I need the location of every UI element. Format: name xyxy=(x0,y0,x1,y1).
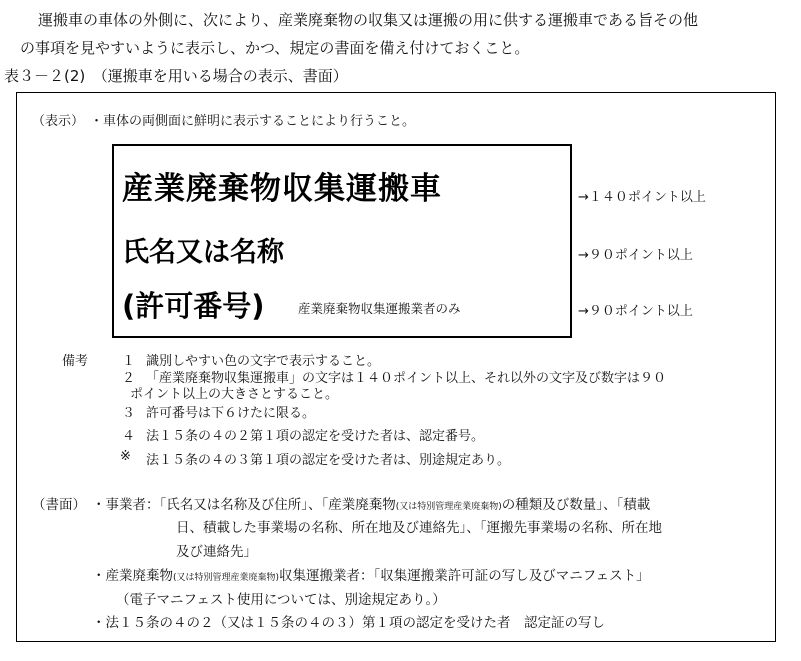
table-caption: 表３－２(2) （運搬車を用いる場合の表示、書面） xyxy=(4,67,348,85)
size-note-3: →９０ポイント以上 xyxy=(578,304,693,319)
remark-text-continued: ポイント以上の大きさとすること。 xyxy=(130,387,339,402)
display-label: （表示） xyxy=(32,114,85,129)
documents-bullet-2-small: (又は特別管理産業廃棄物) xyxy=(173,573,280,583)
remark-text: 法１５条の４の３第１項の認定を受けた者は、別途規定あり。 xyxy=(146,453,511,468)
remark-num: ３ xyxy=(122,406,136,421)
documents-bullet-1-line-2: 日、積載した事業場の名称、所在地及び連絡先」、「運搬先事業場の名称、所在地 xyxy=(176,520,662,536)
documents-bullet-1-suffix: の種類及び数量」、「積載 xyxy=(501,497,651,513)
remark-text: 許可番号は下６けたに限る。 xyxy=(146,406,316,421)
remark-text: 法１５条の４の２第１項の認定を受けた者は、認定番号。 xyxy=(146,429,485,444)
documents-bullet-2 xyxy=(92,564,650,584)
documents-bullet-2-suffix: 収集運搬業者：「収集運搬業許可証の写し及びマニフェスト」 xyxy=(279,568,650,584)
remark-num: ※ xyxy=(120,449,131,464)
remark-text: 識別しやすい色の文字で表示すること。 xyxy=(146,354,381,369)
size-note-1: →１４０ポイント以上 xyxy=(578,190,706,205)
remark-num: ４ xyxy=(122,429,136,444)
remark-num: ２ xyxy=(122,371,136,386)
documents-bullet-1-line-3: 及び連絡先」 xyxy=(176,544,257,560)
display-instruction: ・車体の両側面に鮮明に表示することにより行うこと。 xyxy=(90,114,416,129)
intro-line-1: 運搬車の車体の外側に、次により、産業廃棄物の収集又は運搬の用に供する運搬車である旨その他 xyxy=(38,11,699,29)
remark-text: 「産業廃棄物収集運搬車」の文字は１４０ポイント以上、それ以外の文字及び数字は９０ xyxy=(146,371,667,386)
sign-name: 氏名又は名称 xyxy=(122,237,284,268)
documents-label: （書面） xyxy=(32,497,86,513)
documents-bullet-3: ・法１５条の４の２（又は１５条の４の３）第１項の認定を受けた者 認定証の写し xyxy=(92,615,605,631)
remark-num: １ xyxy=(122,354,136,369)
sign-license-number: (許可番号) xyxy=(122,289,265,323)
documents-bullet-2-line-2: （電子マニフェスト使用については、別途規定あり。） xyxy=(116,592,446,608)
remarks-label: 備考 xyxy=(62,354,89,369)
sign-license-note: 産業廃棄物収集運搬業者のみ xyxy=(298,301,461,316)
documents-bullet-2-prefix: ・産業廃棄物 xyxy=(92,568,173,584)
documents-bullet-1 xyxy=(92,493,650,513)
sign-title: 産業廃棄物収集運搬車 xyxy=(122,171,442,207)
intro-line-2: の事項を見やすいように表示し、かつ、規定の書面を備え付けておくこと。 xyxy=(20,39,530,57)
documents-bullet-1-small: (又は特別管理産業廃棄物) xyxy=(395,502,502,512)
size-note-2: →９０ポイント以上 xyxy=(578,248,693,263)
documents-bullet-1-prefix: ・事業者：「氏名又は名称及び住所」、「産業廃棄物 xyxy=(92,497,396,513)
